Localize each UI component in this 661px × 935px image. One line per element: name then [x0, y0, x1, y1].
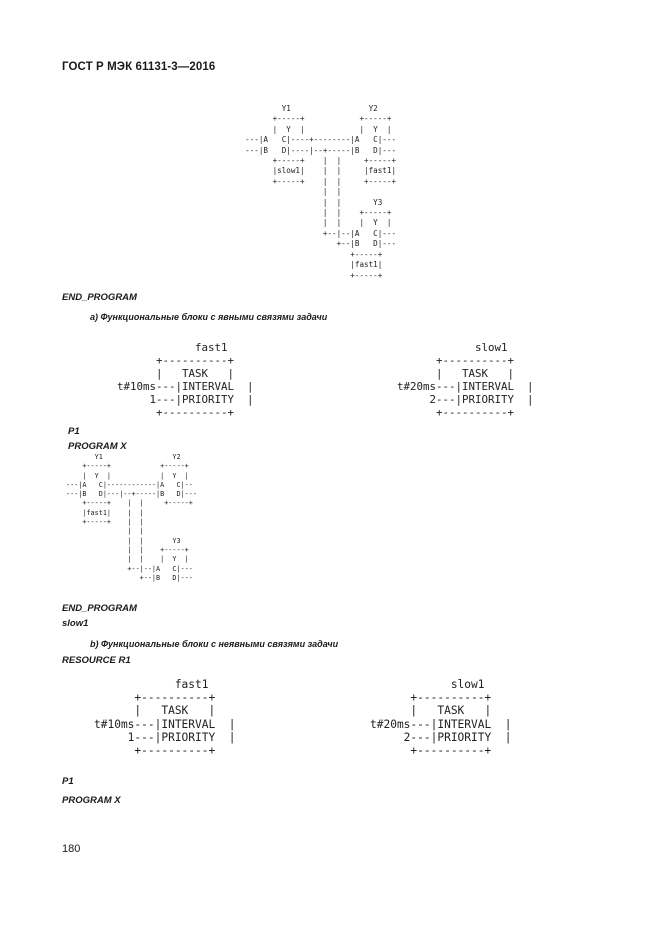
- caption-b: b) Функциональные блоки с неявными связями задачи: [90, 639, 339, 649]
- document-header: ГОСТ Р МЭК 61131-3—2016: [62, 61, 216, 73]
- task-block-fast1: fast1 +----------+ | TASK | t#10ms---|INTERVAL | 1---|PRIORITY | +----------+: [94, 678, 236, 758]
- caption-a: a) Функциональные блоки с явными связями задачи: [90, 312, 328, 322]
- diagram-b-implicit-task-links: Y1 Y2 +-----+ +-----+ | Y | | Y | ---|A C|------------|A C|-- ---|B D|---|--+-----|B D|--- +-----+ | | +-----+ |fast1| | | +-----+ | | | | | | Y3 | | +-----+ | | | Y | +--|--|A C|--- +--|B D|---: [66, 453, 197, 582]
- program-x-label: PROGRAM X: [68, 441, 127, 452]
- resource-r1-label: RESOURCE R1: [62, 655, 131, 666]
- p1-label: P1: [68, 426, 80, 437]
- slow1-label: slow1: [62, 618, 89, 629]
- p1-label: P1: [62, 776, 74, 787]
- task-block-fast1: fast1 +----------+ | TASK | t#10ms---|INTERVAL | 1---|PRIORITY | +----------+: [117, 341, 254, 420]
- end-program-label: END_PROGRAM: [62, 603, 137, 614]
- page-number: 180: [62, 843, 81, 855]
- program-x-label: PROGRAM X: [62, 795, 121, 806]
- task-block-slow1: slow1 +----------+ | TASK | t#20ms---|INTERVAL | 2---|PRIORITY | +----------+: [370, 678, 512, 758]
- task-block-slow1: slow1 +----------+ | TASK | t#20ms---|INTERVAL | 2---|PRIORITY | +----------+: [397, 341, 534, 420]
- end-program-label: END_PROGRAM: [62, 292, 137, 303]
- diagram-a-explicit-task-links: Y1 Y2 +-----+ +-----+ | Y | | Y | ---|A C|----+--------|A C|--- ---|B D|----|--+-----|B D|--- +-----+ | | +-----+ |slow1| | | |fast1| +-----+ | | +-----+ | | | | Y3 | | +-----+ | | | Y | +--|--|A C|--- +--|B D|--- +-----+ |fast1| +-----+: [245, 104, 397, 280]
